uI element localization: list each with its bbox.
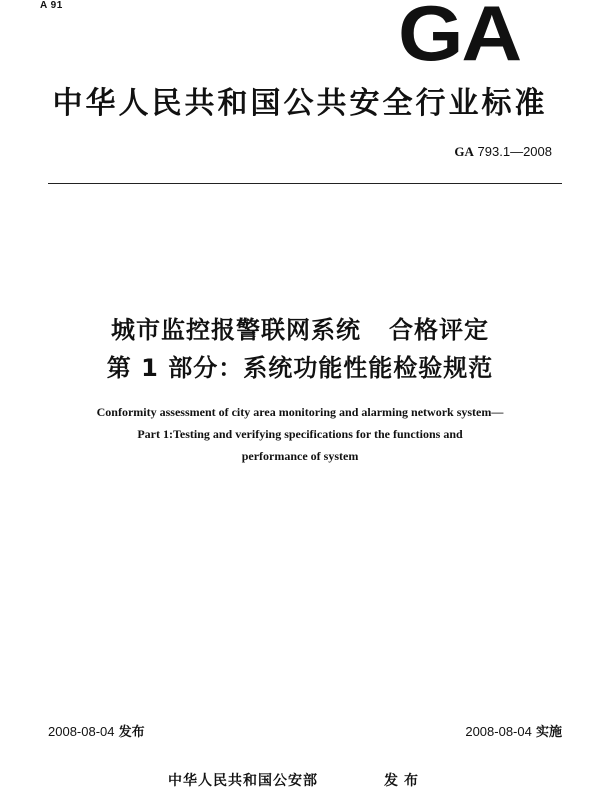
standard-code-prefix: GA xyxy=(454,144,474,159)
ga-logo: GA xyxy=(398,0,521,77)
title-cn-line1: 城市监控报警联网系统 合格评定 xyxy=(110,316,490,344)
standard-type-heading: 中华人民共和国公共安全行业标准 xyxy=(52,86,548,121)
issuing-action: 发布 xyxy=(384,773,424,789)
title-en xyxy=(20,401,580,467)
issuing-authority: 中华人民共和国公安部 xyxy=(168,773,318,789)
implement-date-value: 2008-08-04 xyxy=(465,724,532,739)
standard-code xyxy=(454,144,552,160)
implement-date-label: 实施 xyxy=(535,725,562,740)
implement-date xyxy=(465,721,562,740)
title-cn-line2: 第 1 部分：系统功能性能检验规范 xyxy=(106,354,494,382)
title-en-line2: Part 1:Testing and verifying specifications for the functions and xyxy=(137,427,463,441)
ics-classification: A 91 xyxy=(40,0,63,11)
title-en-line3: performance of system xyxy=(241,449,359,463)
issue-date xyxy=(48,721,145,740)
issue-date-label: 发布 xyxy=(118,725,145,740)
issue-date-value: 2008-08-04 xyxy=(48,724,115,739)
header-divider xyxy=(48,183,562,184)
title-en-line1: Conformity assessment of city area monitoring and alarming network system— xyxy=(96,405,504,419)
standard-code-number: 793.1—2008 xyxy=(477,144,552,159)
